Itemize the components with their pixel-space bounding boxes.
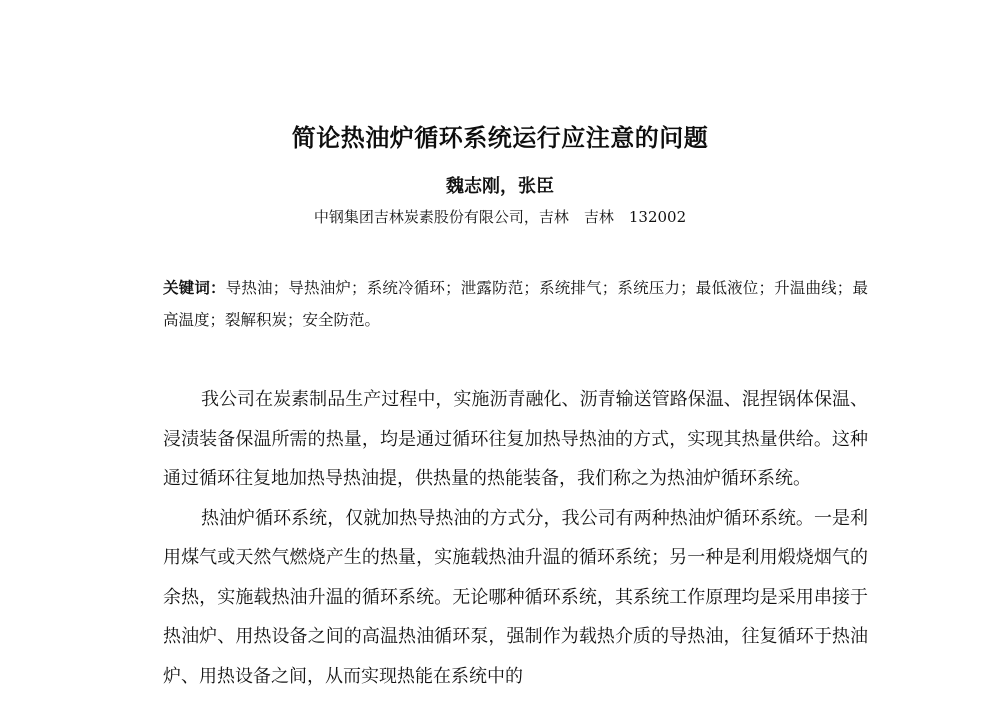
keywords-text: 导热油；导热油炉；系统冷循环；泄露防范；系统排气；系统压力；最低液位；升温曲线；最高温度；裂解积炭；安全防范。 xyxy=(163,279,868,329)
keywords-label: 关键词： xyxy=(163,279,226,297)
paper-authors: 魏志刚，张臣 xyxy=(446,176,554,197)
body-text xyxy=(163,380,868,696)
body-paragraph-1: 我公司在炭素制品生产过程中，实施沥青融化、沥青输送管路保温、混捏锅体保温、浸渍装备保温所需的热量，均是通过循环往复加热导热油的方式，实现其热量供给。这种通过循环往复地加热导热油提，供热量的热能装备，我们称之为热油炉循环系统。 xyxy=(163,389,868,489)
paper-affiliation: 中钢集团吉林炭素股份有限公司，吉林 吉林 132002 xyxy=(313,208,687,226)
keywords-section xyxy=(163,272,868,336)
body-paragraph-2: 热油炉循环系统，仅就加热导热油的方式分，我公司有两种热油炉循环系统。一是利用煤气或天然气燃烧产生的热量，实施载热油升温的循环系统；另一种是利用煅烧烟气的余热，实施载热油升温的循环系统。无论哪种循环系统，其系统工作原理均是采用串接于热油炉、用热设备之间的高温热油循环泵，强制作为载热介质的导热油，往复循环于热油炉、用热设备之间，从而实现热能在系统中的 xyxy=(163,507,868,687)
paper-title: 简论热油炉循环系统运行应注意的问题 xyxy=(291,124,709,152)
